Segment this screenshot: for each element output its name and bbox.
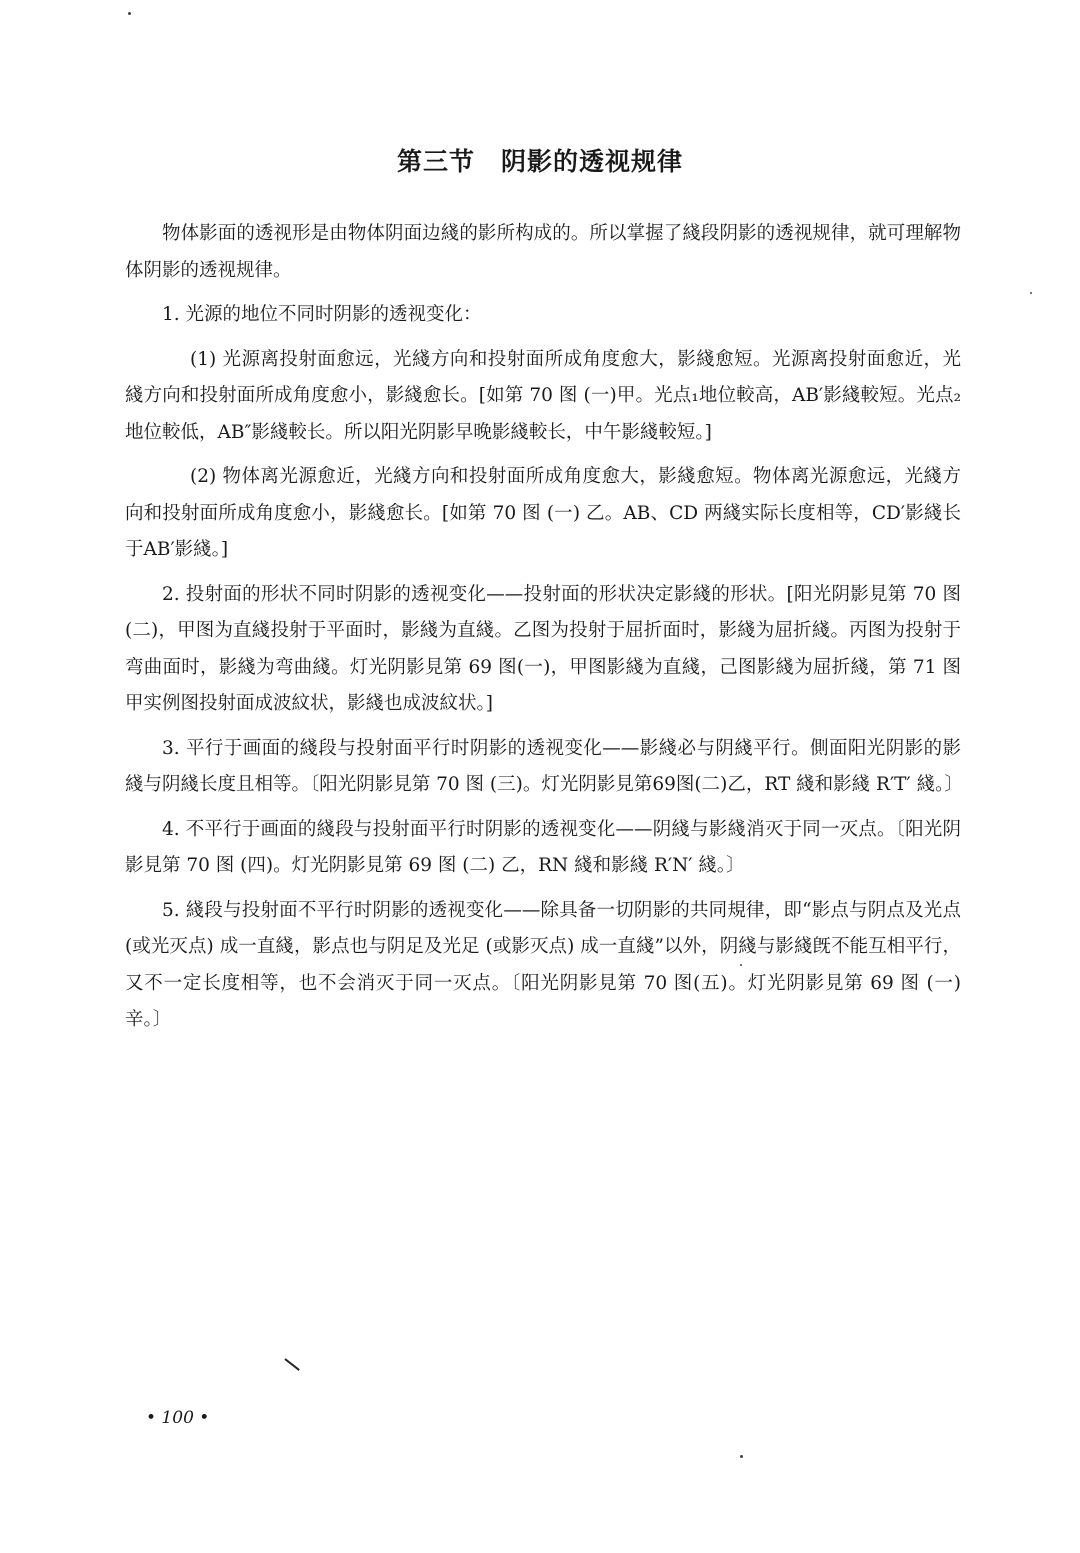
page-number: • 100 • [146, 1408, 210, 1428]
paragraph: 物体影面的透视形是由物体阴面边綫的影所构成的。所以掌握了綫段阴影的透视规律，就可理解物体阴影的透视规律。 [125, 223, 961, 281]
scan-speck [740, 964, 742, 966]
scan-speck [128, 12, 131, 15]
scan-speck [1030, 292, 1032, 294]
paragraph: 1. 光源的地位不同时阴影的透视变化： [162, 304, 482, 325]
paragraph: 4. 不平行于画面的綫段与投射面平行时阴影的透视变化——阴綫与影綫消灭于同一灭点。〔阳光阴影見第 70 图 (四)。灯光阴影見第 69 图 (二) 乙，RN 綫和影綫 R′N′ 綫。〕 [125, 818, 961, 876]
section-title: 第三节 阴影的透视规律 [396, 147, 683, 176]
scan-speck [740, 1455, 743, 1458]
paragraph: (2) 物体离光源愈近，光綫方向和投射面所成角度愈大，影綫愈短。物体离光源愈远，光綫方向和投射面所成角度愈小，影綫愈长。[如第 70 图 (一) 乙。AB、CD 两綫实际长度相等，CD′影綫长于AB′影綫。] [125, 466, 961, 560]
paragraph: 3. 平行于画面的綫段与投射面平行时阴影的透视变化——影綫必与阴綫平行。側面阳光阴影的影綫与阴綫长度且相等。〔阳光阴影見第 70 图 (三)。灯光阴影見第69图(二)乙，RT 綫和影綫 R′T′ 綫。〕 [125, 737, 963, 795]
paragraph: (1) 光源离投射面愈远，光綫方向和投射面所成角度愈大，影綫愈短。光源离投射面愈近，光綫方向和投射面所成角度愈小，影綫愈长。[如第 70 图 (一)甲。光点₁地位較高，AB′影綫較短。光点₂地位較低，AB″影綫較长。所以阳光阴影早晚影綫較长，中午影綫較短。] [125, 348, 961, 443]
document-body [125, 216, 961, 1047]
paragraph: 2. 投射面的形状不同时阴影的透视变化——投射面的形状决定影綫的形状。[阳光阴影見第 70 图(二)，甲图为直綫投射于平面时，影綫为直綫。乙图为投射于屈折面时，影綫为屈折綫。丙图为投射于弯曲面时，影綫为弯曲綫。灯光阴影見第 69 图(一)，甲图影綫为直綫，己图影綫为屈折綫，第 71 图甲实例图投射面成波紋状，影綫也成波紋状。] [125, 583, 961, 714]
paragraph: 5. 綫段与投射面不平行时阴影的透视变化——除具备一切阴影的共同規律，即“影点与阴点及光点 (或光灭点) 成一直綫，影点也与阴足及光足 (或影灭点) 成一直綫”以外，阴綫与影綫旣不能互相平行，又不一定长度相等，也不会消灭于同一灭点。〔阳光阴影見第 70 图(五)。灯光阴影見第 69 图 (一) 辛。〕 [125, 899, 961, 1030]
scan-mark [284, 1358, 299, 1371]
